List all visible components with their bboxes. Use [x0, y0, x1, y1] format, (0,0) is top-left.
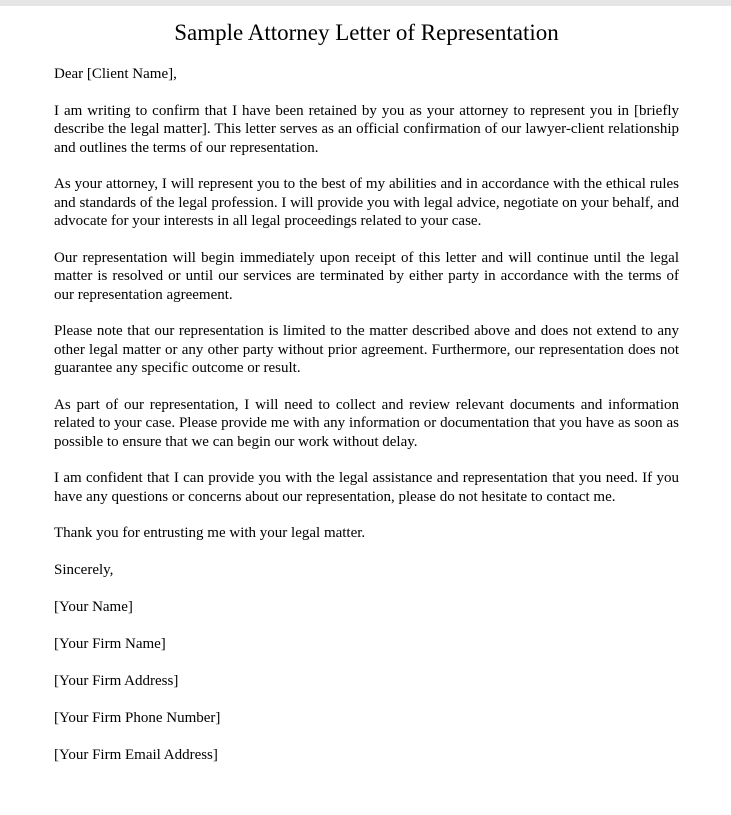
- paragraph-contact: I am confident that I can provide you with the legal assistance and representation that you need. If you have any questions or concerns about our representation, please do not hesitate to contact me.: [54, 470, 679, 505]
- paragraph-term: Our representation will begin immediately upon receipt of this letter and will continue until the legal matter is resolved or until our services are terminated by either party in accordance with the terms of our representation agreement.: [54, 249, 679, 303]
- paragraph-documents: As part of our representation, I will need to collect and review relevant documents and information related to your case. Please provide me with any information or documentation that you have as soon as possible to ensure that we can begin our work without delay.: [54, 396, 679, 450]
- letter-page: [54, 18, 679, 783]
- paragraph-retention: I am writing to confirm that I have been retained by you as your attorney to represent you in [briefly describe the legal matter]. This letter serves as an official confirmation of our lawyer-client relationship and outlines the terms of our representation.: [54, 102, 679, 156]
- signature-firm-phone: [Your Firm Phone Number]: [54, 709, 221, 726]
- signature-block: [54, 598, 679, 765]
- signature-name: [Your Name]: [54, 598, 133, 615]
- closing: Sincerely,: [54, 561, 114, 578]
- signature-firm-address: [Your Firm Address]: [54, 672, 179, 689]
- paragraph-duties: As your attorney, I will represent you to the best of my abilities and in accordance with the ethical rules and standards of the legal profession. I will provide you with legal advice, negotiate on your behalf, and advocate for your interests in all legal proceedings related to your case.: [54, 176, 679, 229]
- signature-firm-name: [Your Firm Name]: [54, 635, 166, 652]
- top-border-strip: [0, 0, 731, 6]
- letter-title: Sample Attorney Letter of Representation: [174, 20, 559, 45]
- salutation: Dear [Client Name],: [54, 66, 177, 82]
- signature-firm-email: [Your Firm Email Address]: [54, 746, 218, 763]
- paragraph-thanks: Thank you for entrusting me with your legal matter.: [54, 525, 366, 541]
- paragraph-scope: Please note that our representation is limited to the matter described above and does not extend to any other legal matter or any other party without prior agreement. Furthermore, our representation does not guarantee any specific outcome or result.: [54, 323, 679, 376]
